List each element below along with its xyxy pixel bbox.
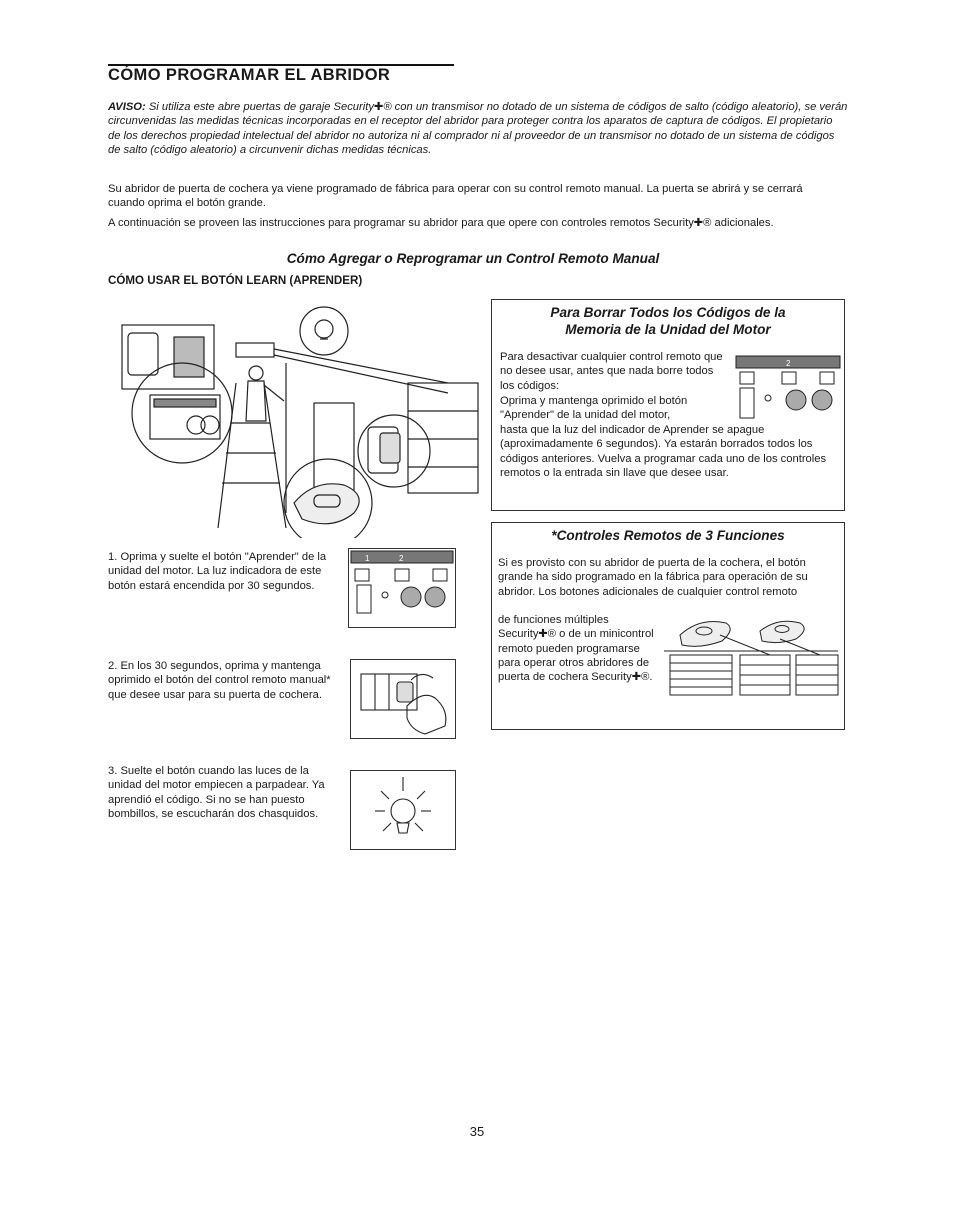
remote-press-svg — [351, 660, 455, 738]
remotes-box-title: *Controles Remotos de 3 Funciones — [551, 528, 785, 543]
remotes-garage-svg — [660, 611, 842, 699]
aviso-text: Si utiliza este abre puertas de garaje Security✚® con un transmisor no dotado de un sistema de códigos de salto (código aleatorio), se verán circunvenidas las medidas técnicas incorporadas en el receptor del abridor para proteger contra los aparatos de captura de códigos. El propietario de los derechos propiedad intelectual del abridor no autoriza ni al comprador ni al proveedor de un transmisor no dotado de un sistema de códigos de salto (código aleatorio) a circunvenir dichas medidas técnicas. — [108, 101, 848, 156]
step-1-panel-frame — [348, 548, 456, 628]
intro-paragraph-1: Su abridor de puerta de cochera ya viene programado de fábrica para operar con su control remoto manual. La puerta se abrirá y se cerrará cuando oprima el botón grande. — [108, 183, 803, 210]
remotes-illustration — [660, 611, 842, 699]
learn-panel-svg — [349, 549, 455, 627]
erase-box-title-1: Para Borrar Todos los Códigos de la — [550, 305, 786, 320]
step-2-remote-frame — [350, 659, 456, 739]
panel-label-2: 2 — [399, 554, 404, 563]
erase-box-text-c: hasta que la luz del indicador de Aprender se apague (aproximadamente 6 segundos). Ya estarán borrados todos los códigos anteriores. Vuelva a programar cada uno de los controles remotos o la entrada sin llave que desee usar. — [500, 424, 827, 479]
intro-paragraph-2: A continuación se proveen las instrucciones para programar su abridor para que opere con controles remotos Security✚® adicionales. — [108, 217, 774, 229]
remotes-box-text-a: Si es provisto con su abridor de puerta de la cochera, el botón grande ha sido programado en la fábrica para operación de su abridor. Los botones adicionales de cualquier control remoto — [498, 557, 808, 598]
page-number: 35 — [469, 1124, 485, 1139]
garage-scene-svg — [118, 303, 490, 538]
erase-box-text-a: Para desactivar cualquier control remoto que no desee usar, antes que nada borre todos los códigos: — [500, 351, 723, 392]
erase-panel-svg — [734, 354, 842, 424]
garage-illustration — [118, 303, 490, 538]
aviso-label: AVISO: — [108, 101, 146, 113]
flashing-bulb-svg — [351, 771, 455, 849]
step-3: 3. Suelte el botón cuando las luces de la unidad del motor empiecen a parpadear. Ya aprendió el código. Si no se han puesto bombillos, se escucharán dos chasquidos. — [108, 765, 325, 820]
step-3-bulb-frame — [350, 770, 456, 850]
three-function-remotes-box — [491, 522, 845, 730]
step-2: 2. En los 30 segundos, oprima y mantenga oprimido el botón del control remoto manual* que desee usar para su puerta de cochera. — [108, 660, 331, 701]
page-title: CÓMO PROGRAMAR EL ABRIDOR — [108, 66, 391, 84]
erase-codes-box — [491, 299, 845, 511]
erase-box-text-b: Oprima y mantenga oprimido el botón "Aprender" de la unidad del motor, — [500, 395, 688, 422]
erase-box-title-2: Memoria de la Unidad del Motor — [565, 322, 771, 337]
erase-panel-label-2: 2 — [786, 359, 791, 368]
remotes-box-text-b: de funciones múltiples Security✚® o de un minicontrol remoto pueden programarse para operar otros abridores de puerta de cochera Security✚®. — [498, 614, 654, 684]
panel-label-1: 1 — [365, 554, 370, 563]
step-1: 1. Oprima y suelte el botón "Aprender" de la unidad del motor. La luz indicadora de este botón estará encendida por 30 segundos. — [108, 551, 327, 592]
section-heading: Cómo Agregar o Reprogramar un Control Remoto Manual — [286, 251, 660, 266]
aviso-paragraph — [108, 100, 848, 157]
section-subheading: CÓMO USAR EL BOTÓN LEARN (APRENDER) — [108, 274, 363, 287]
erase-learn-panel — [734, 354, 842, 424]
